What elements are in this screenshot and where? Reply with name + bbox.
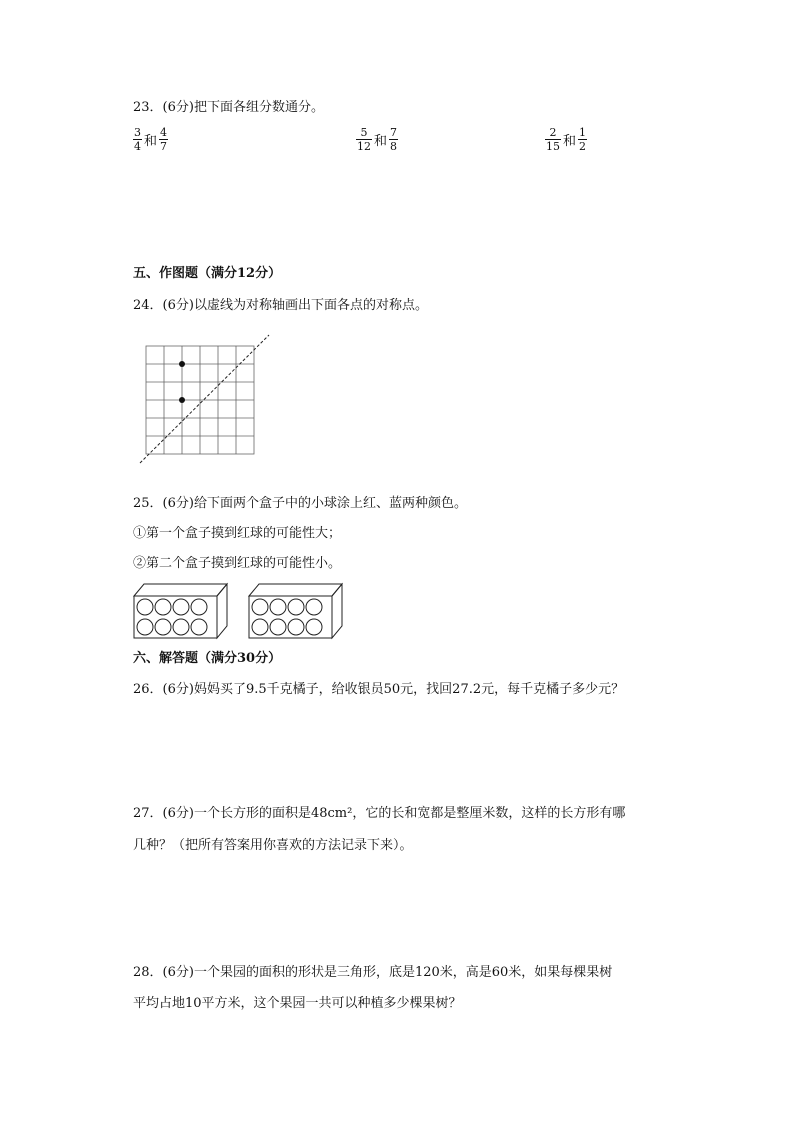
denominator: 4 (134, 140, 141, 153)
q24-text: 24．(6分)以虚线为对称轴画出下面各点的对称点。 (133, 298, 428, 313)
fraction (389, 126, 398, 153)
point (179, 361, 185, 367)
q28-line-2: 平均占地10平方米，这个果园一共可以种植多少棵果树？ (133, 996, 462, 1011)
denominator: 7 (160, 140, 168, 153)
symmetry-axis (140, 335, 269, 463)
q25-line-2: ②第二个盒子摸到红球的可能性小。 (133, 556, 342, 571)
q27-line-1: 27．(6分)一个长方形的面积是48cm²，它的长和宽都是整厘米数，这样的长方形有哪 (133, 806, 626, 821)
fraction (159, 126, 168, 153)
point (179, 397, 185, 403)
section-5-title: 五、作图题（满分12分） (133, 266, 282, 281)
numerator: 7 (390, 126, 398, 139)
q27-line-2: 几种？（把所有答案用你喜欢的方法记录下来）。 (133, 838, 413, 853)
q28-line-1: 28．(6分)一个果园的面积的形状是三角形，底是120米，高是60米，如果每棵果树 (133, 965, 613, 980)
denominator: 12 (357, 140, 371, 153)
section-6-title: 六、解答题（满分30分） (133, 651, 282, 666)
fraction (356, 126, 372, 153)
joiner-text: 和 (563, 134, 577, 149)
ball-box-1 (131, 580, 231, 642)
denominator: 8 (390, 140, 398, 153)
denominator: 2 (579, 140, 587, 153)
ball-box-2 (246, 580, 346, 642)
q25-text: 25．(6分)给下面两个盒子中的小球涂上红、蓝两种颜色。 (133, 496, 467, 511)
grid-lines (146, 346, 254, 454)
joiner-text: 和 (144, 134, 158, 149)
fraction-group-2 (356, 126, 398, 153)
denominator: 15 (546, 140, 560, 153)
joiner-text: 和 (374, 134, 388, 149)
balls (252, 599, 322, 635)
numerator: 3 (134, 126, 141, 139)
numerator: 1 (579, 126, 587, 139)
fraction (578, 126, 587, 153)
fraction-group-1 (133, 126, 168, 153)
numerator: 5 (360, 126, 368, 139)
numerator: 4 (160, 126, 168, 139)
q23-text: 23．(6分)把下面各组分数通分。 (133, 100, 324, 115)
fraction (545, 126, 561, 153)
q26-text: 26．(6分)妈妈买了9.5千克橘子，给收银员50元，找回27.2元，每千克橘子多少元？ (133, 682, 625, 697)
symmetry-grid (136, 333, 276, 468)
q25-line-1: ①第一个盒子摸到红球的可能性大； (133, 526, 342, 541)
fraction-group-3 (545, 126, 587, 153)
fraction (133, 126, 142, 153)
numerator: 2 (549, 126, 557, 139)
balls (137, 599, 207, 635)
